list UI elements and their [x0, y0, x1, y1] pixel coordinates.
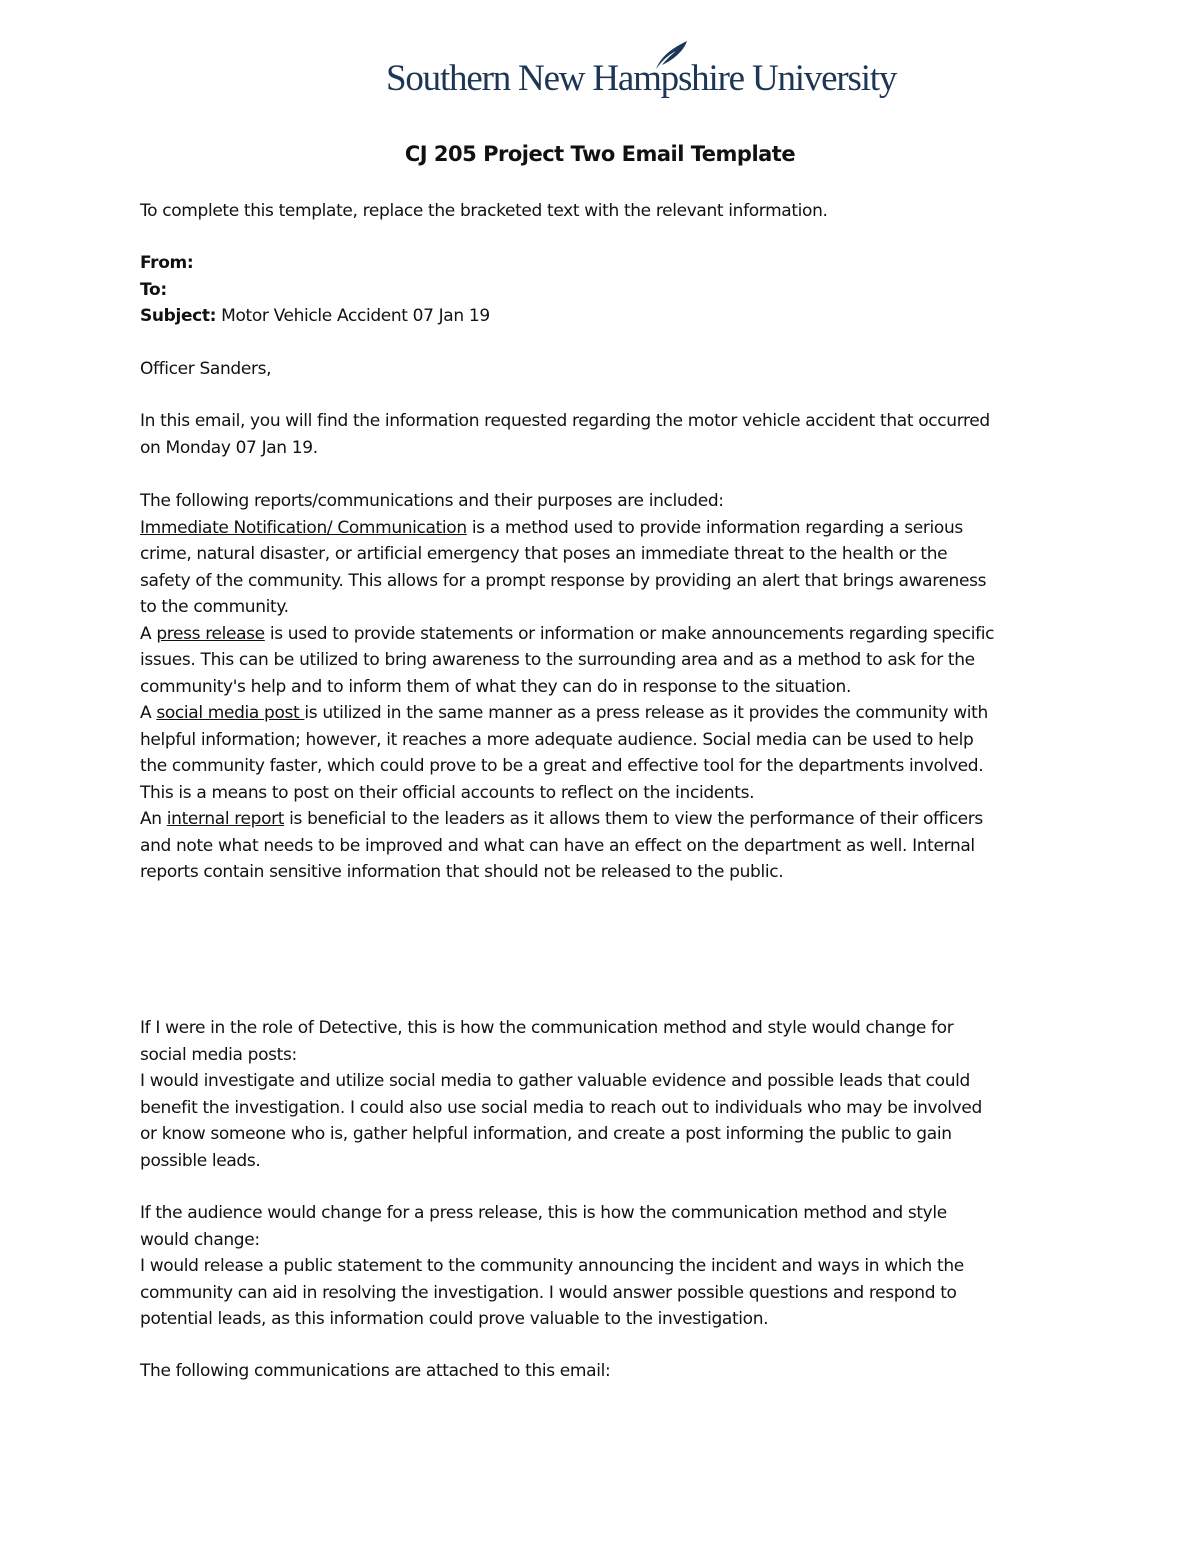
detective-prompt: If I were in the role of Detective, this is how the communication method and style would change for [140, 1018, 954, 1038]
internal-line: reports contain sensitive information that should not be released to the public. [140, 862, 784, 882]
internal-line [140, 806, 1070, 833]
subject-field [140, 303, 1070, 330]
press-rest: is used to provide statements or information or make announcements regarding specific [264, 623, 995, 644]
press-change-prompt: If the audience would change for a press release, this is how the communication method and style [140, 1203, 947, 1223]
internal-term: internal report [166, 809, 285, 829]
press-line: issues. This can be utilized to bring awareness to the surrounding area and as a method to ask for the [140, 650, 975, 670]
intro-line: on Monday 07 Jan 19. [140, 437, 318, 458]
internal-prefix: An [140, 809, 167, 829]
reports-section [140, 488, 1070, 886]
detective-answer: or know someone who is, gather helpful information, and create a post informing the public to gain [140, 1124, 952, 1144]
immediate-line: to the community. [140, 597, 289, 617]
detective-answer: I would investigate and utilize social media to gather valuable evidence and possible leads that could [140, 1071, 970, 1091]
intro-paragraph [140, 408, 1070, 461]
immediate-rest: is a method used to provide information regarding a serious [466, 517, 963, 538]
to-field [140, 277, 1070, 304]
social-term: social media post [156, 703, 305, 723]
university-logo [386, 40, 897, 110]
press-line: community's help and to inform them of what they can do in response to the situation. [140, 676, 852, 697]
detective-answer: possible leads. [140, 1150, 261, 1171]
immediate-line: safety of the community. This allows for a prompt response by providing an alert that brings awareness [140, 570, 987, 591]
press-change-prompt: would change: [140, 1229, 260, 1250]
subject-label: Subject: [140, 306, 217, 326]
logo-text: Southern New Hampshire University [386, 58, 897, 99]
press-change-answer: community can aid in resolving the investigation. I would answer possible questions and respond to [140, 1282, 957, 1303]
reports-heading: The following reports/communications and their purposes are included: [140, 491, 724, 511]
email-header-fields [140, 250, 1070, 330]
social-line: This is a means to post on their official accounts to reflect on the incidents. [140, 782, 755, 803]
attachments-line: The following communications are attached to this email: [140, 1361, 611, 1381]
press-change-section [140, 1200, 1070, 1333]
immediate-line: crime, natural disaster, or artificial emergency that poses an immediate threat to the health or the [140, 544, 948, 564]
greeting-line: Officer Sanders, [140, 359, 272, 379]
attachments-section [140, 1358, 1070, 1385]
instruction-text [140, 198, 1070, 225]
intro-line: In this email, you will find the information requested regarding the motor vehicle accident that occurred [140, 411, 990, 431]
from-label: From: [140, 253, 194, 273]
press-term: press release [156, 623, 265, 644]
greeting [140, 356, 1070, 383]
to-label: To: [140, 279, 167, 300]
internal-line: and note what needs to be improved and what can have an effect on the department as well. Internal [140, 835, 975, 856]
social-line [140, 700, 1070, 727]
detective-prompt: social media posts: [140, 1044, 297, 1065]
press-change-answer: I would release a public statement to the community announcing the incident and ways in which the [140, 1256, 964, 1276]
immediate-line [140, 515, 1070, 542]
social-prefix: A [140, 703, 157, 723]
detective-section [140, 1015, 1070, 1174]
detective-answer: benefit the investigation. I could also use social media to reach out to individuals who may be involved [140, 1097, 982, 1118]
social-line: helpful information; however, it reaches a more adequate audience. Social media can be used to help [140, 729, 974, 750]
internal-rest: is beneficial to the leaders as it allows them to view the performance of their officers [284, 809, 983, 829]
from-field [140, 250, 1070, 277]
immediate-term: Immediate Notification/ Communication [140, 517, 467, 538]
social-rest: is utilized in the same manner as a press release as it provides the community with [304, 703, 988, 723]
press-change-answer: potential leads, as this information could prove valuable to the investigation. [140, 1309, 769, 1329]
instruction-line: To complete this template, replace the bracketed text with the relevant information. [140, 201, 828, 221]
document-title: CJ 205 Project Two Email Template [404, 142, 796, 166]
subject-value[interactable]: Motor Vehicle Accident 07 Jan 19 [221, 306, 490, 326]
press-prefix: A [140, 623, 157, 644]
press-line [140, 621, 1070, 648]
social-line: the community faster, which could prove to be a great and effective tool for the departments involved. [140, 756, 984, 776]
